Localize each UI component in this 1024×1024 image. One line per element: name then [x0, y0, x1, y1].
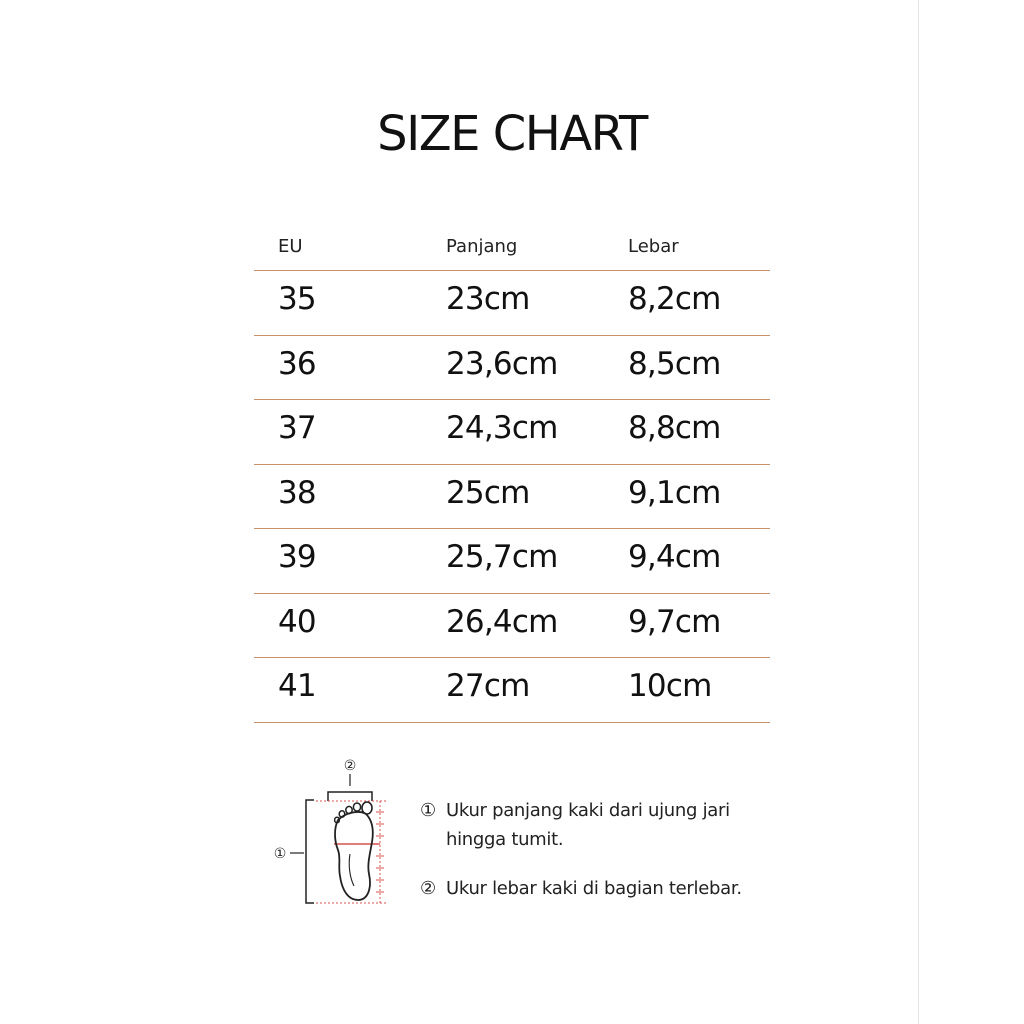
- cell-panjang: 23,6cm: [446, 345, 558, 382]
- cell-eu: 41: [278, 668, 316, 704]
- header-lebar: Lebar: [628, 236, 679, 257]
- width-marker-label: ②: [343, 758, 357, 774]
- cell-panjang: 25,7cm: [446, 539, 558, 575]
- cell-lebar: 8,5cm: [628, 345, 721, 382]
- header-panjang: Panjang: [446, 236, 518, 257]
- measurement-notes: [420, 796, 780, 903]
- table-row: [254, 400, 770, 465]
- foot-measure-icon: [268, 754, 398, 910]
- table-row: [254, 529, 770, 594]
- cell-lebar: 9,4cm: [628, 539, 721, 575]
- cell-eu: 40: [278, 603, 316, 640]
- cell-panjang: 27cm: [446, 668, 530, 704]
- cell-eu: 38: [278, 474, 316, 511]
- note-number: ①: [420, 800, 436, 821]
- table-header-row: [254, 226, 770, 271]
- table-row: [254, 271, 770, 336]
- cell-panjang: 26,4cm: [446, 603, 558, 640]
- cell-eu: 35: [278, 281, 316, 317]
- table-row: [254, 465, 770, 530]
- note-number: ②: [420, 878, 436, 899]
- cell-lebar: 10cm: [628, 668, 712, 704]
- cell-panjang: 25cm: [446, 474, 530, 511]
- cell-lebar: 9,1cm: [628, 474, 721, 511]
- cell-eu: 39: [278, 539, 316, 575]
- note-length: [420, 796, 780, 854]
- cell-panjang: 24,3cm: [446, 410, 558, 446]
- size-table: [254, 226, 770, 723]
- cell-lebar: 8,2cm: [628, 281, 721, 317]
- header-eu: EU: [278, 236, 303, 257]
- table-row: [254, 336, 770, 401]
- note-width: [420, 874, 780, 903]
- note-text: Ukur panjang kaki dari ujung jari hingga tumit.: [446, 800, 730, 850]
- table-row: [254, 658, 770, 723]
- cell-lebar: 9,7cm: [628, 603, 721, 640]
- cell-lebar: 8,8cm: [628, 410, 721, 446]
- note-text: Ukur lebar kaki di bagian terlebar.: [446, 878, 742, 899]
- cell-eu: 37: [278, 410, 316, 446]
- cell-eu: 36: [278, 345, 316, 382]
- cell-panjang: 23cm: [446, 281, 530, 317]
- page-title: SIZE CHART: [377, 106, 647, 162]
- length-marker-label: ①: [273, 846, 287, 862]
- table-row: [254, 594, 770, 659]
